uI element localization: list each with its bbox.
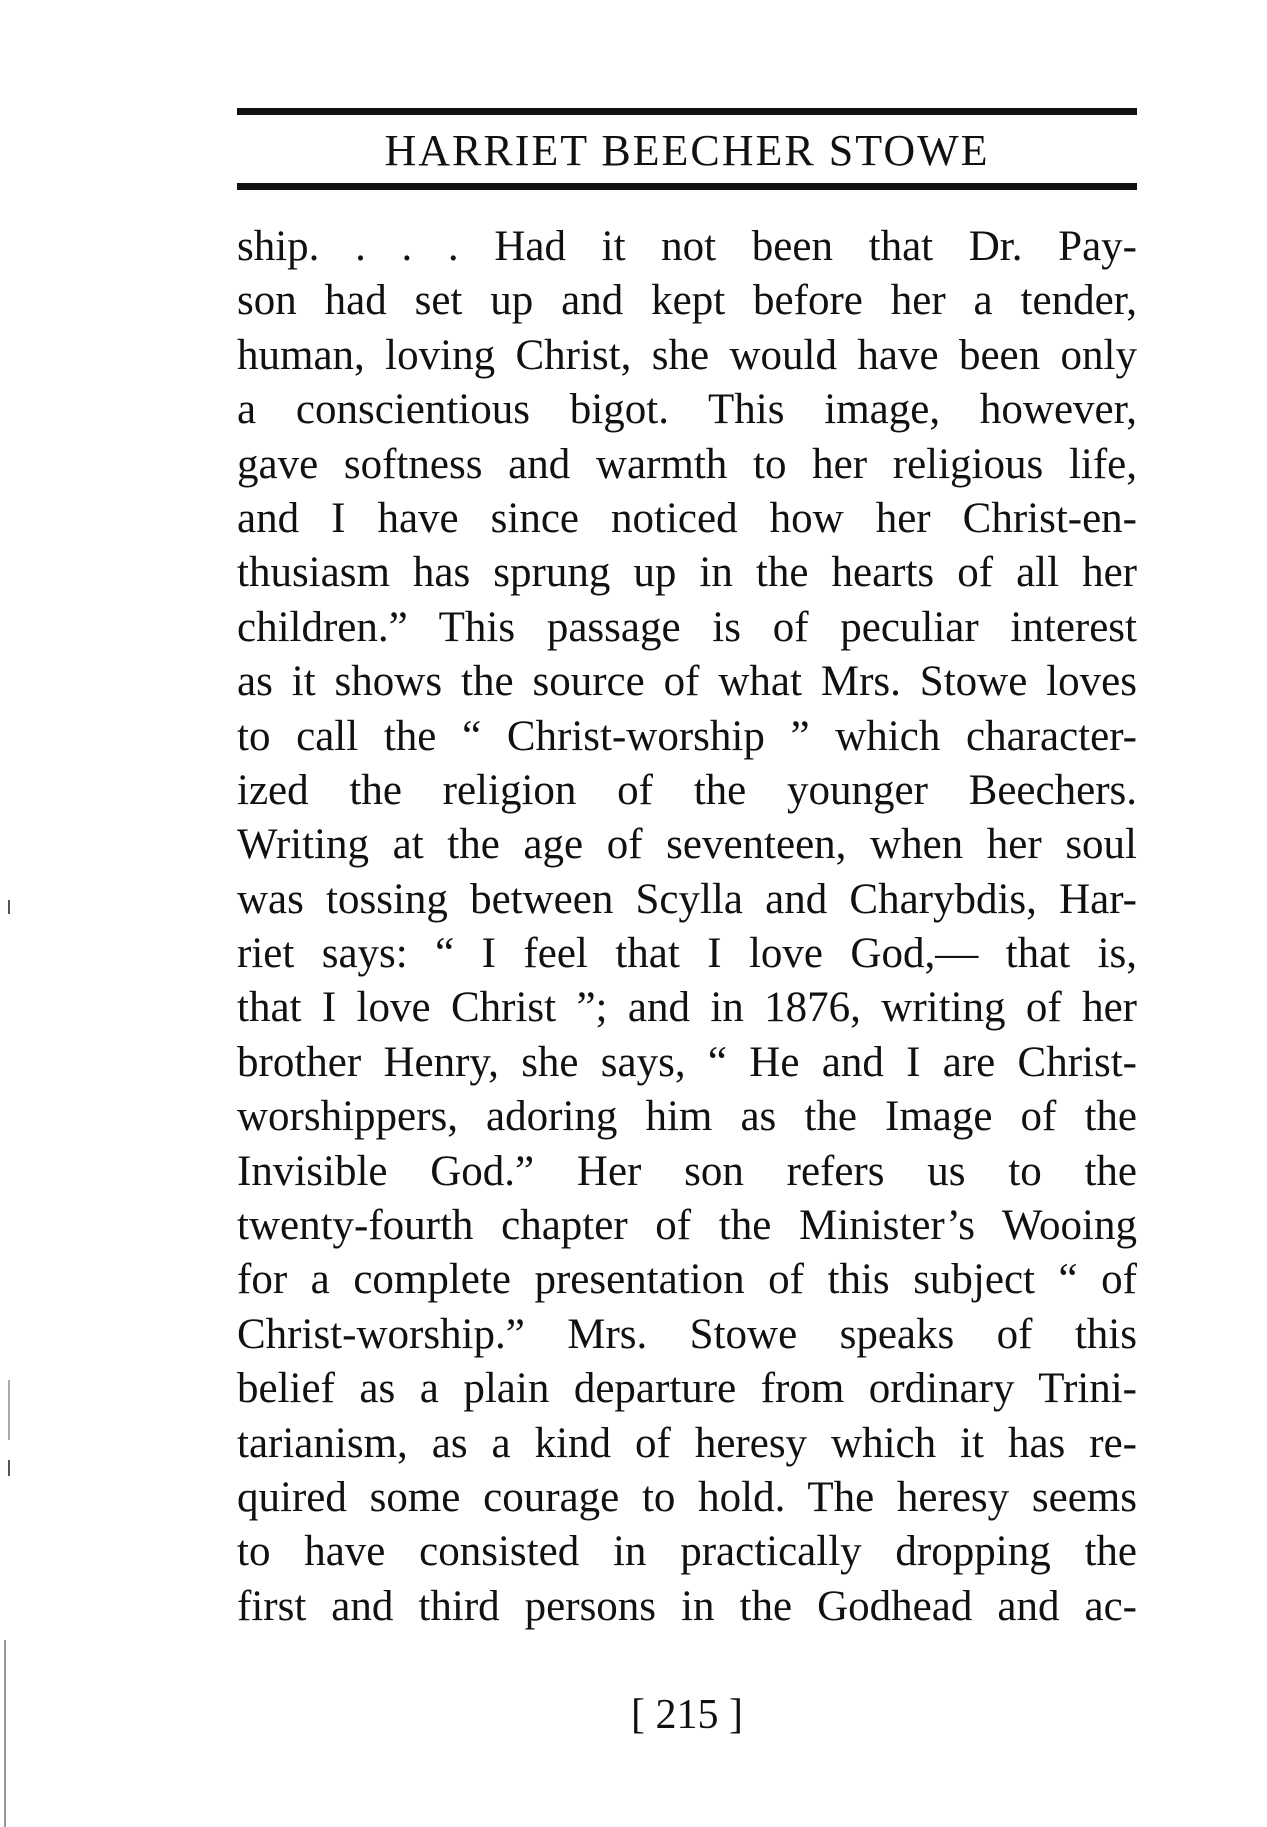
running-head: HARRIET BEECHER STOWE	[384, 126, 990, 175]
scan-artifact-mark	[8, 1380, 10, 1440]
header-top-rule	[237, 108, 1137, 115]
text-line: twenty-fourth chapter of the Minister’s Wooing	[237, 1202, 1137, 1250]
text-line: a conscientious bigot. This image, however,	[237, 386, 1137, 434]
text-line: son had set up and kept before her a tender,	[237, 277, 1137, 325]
text-line: that I love Christ ”; and in 1876, writing of her	[237, 984, 1137, 1032]
text-line: for a complete presentation of this subject “ of	[237, 1256, 1137, 1304]
text-line: belief as a plain departure from ordinary Trini-	[237, 1365, 1137, 1413]
text-line: as it shows the source of what Mrs. Stowe loves	[237, 658, 1137, 706]
text-line: ship. . . . Had it not been that Dr. Pay-	[237, 223, 1137, 270]
text-line: worshippers, adoring him as the Image of the	[237, 1093, 1137, 1141]
text-line: Invisible God.” Her son refers us to the	[237, 1147, 1137, 1195]
text-line: thusiasm has sprung up in the hearts of all her	[237, 549, 1137, 597]
text-line: Writing at the age of seventeen, when her soul	[237, 821, 1137, 869]
text-line: gave softness and warmth to her religious life,	[237, 440, 1137, 488]
text-line: brother Henry, she says, “ He and I are Christ-	[237, 1038, 1137, 1086]
text-line: to call the “ Christ-worship ” which character-	[237, 712, 1137, 760]
text-line: was tossing between Scylla and Charybdis, Har-	[237, 875, 1137, 923]
text-line: riet says: “ I feel that I love God,— that is,	[237, 930, 1137, 978]
scan-artifact-mark	[4, 1640, 6, 1827]
text-line: tarianism, as a kind of heresy which it has re-	[237, 1419, 1137, 1467]
text-line: first and third persons in the Godhead and ac-	[237, 1582, 1137, 1630]
page-number: [ 215 ]	[631, 1692, 743, 1738]
text-line: to have consisted in practically dropping the	[237, 1528, 1137, 1576]
scan-artifact-mark	[8, 1460, 10, 1476]
body-text	[237, 220, 1137, 1634]
text-line: quired some courage to hold. The heresy seems	[237, 1473, 1137, 1521]
text-line: children.” This passage is of peculiar interest	[237, 603, 1137, 651]
text-line: Christ-worship.” Mrs. Stowe speaks of this	[237, 1310, 1137, 1358]
scan-artifact-mark	[8, 900, 10, 914]
header-bottom-rule	[237, 183, 1137, 190]
text-line: ized the religion of the younger Beechers.	[237, 766, 1137, 814]
text-line: and I have since noticed how her Christ-en-	[237, 494, 1137, 542]
text-line: human, loving Christ, she would have been only	[237, 331, 1137, 379]
